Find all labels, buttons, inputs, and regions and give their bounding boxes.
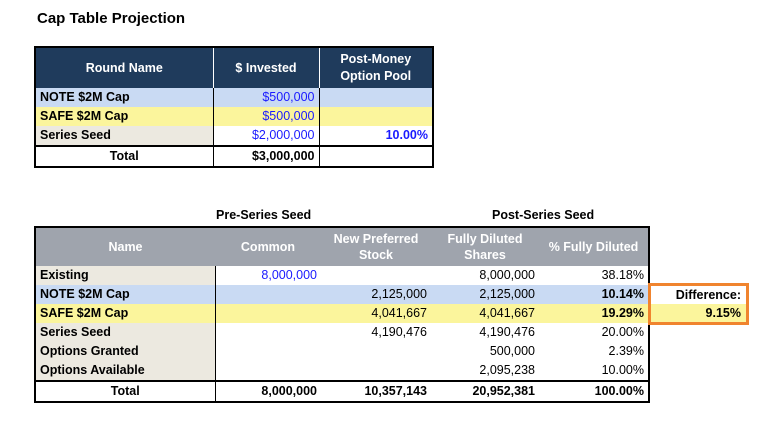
holder-name-cell[interactable]: Options Granted bbox=[35, 342, 215, 361]
total-pct[interactable]: 100.00% bbox=[539, 381, 649, 402]
total-pool-cell[interactable] bbox=[319, 146, 433, 167]
common-cell[interactable]: 8,000,000 bbox=[261, 268, 317, 282]
total-row bbox=[35, 381, 649, 402]
table-row bbox=[35, 342, 649, 361]
pct-cell[interactable]: 38.18% bbox=[601, 268, 644, 282]
cap-table bbox=[34, 226, 650, 403]
total-new-pref[interactable]: 10,357,143 bbox=[321, 381, 431, 402]
new-pref-cell[interactable] bbox=[321, 266, 431, 285]
round-name-cell[interactable]: Series Seed bbox=[35, 126, 213, 146]
holder-name-cell[interactable]: Options Available bbox=[35, 361, 215, 381]
new-pref-cell[interactable]: 4,041,667 bbox=[371, 306, 427, 320]
invested-cell[interactable]: $2,000,000 bbox=[213, 126, 319, 146]
pct-cell[interactable]: 10.00% bbox=[601, 363, 644, 377]
holder-name-cell[interactable]: Series Seed bbox=[35, 323, 215, 342]
difference-callout bbox=[648, 283, 749, 325]
fd-shares-cell[interactable]: 4,190,476 bbox=[479, 325, 535, 339]
header-new-preferred: New Preferred Stock bbox=[321, 227, 431, 266]
fd-shares-cell[interactable]: 8,000,000 bbox=[479, 268, 535, 282]
new-pref-cell[interactable] bbox=[321, 361, 431, 381]
header-name: Name bbox=[35, 227, 215, 266]
holder-name-cell[interactable]: SAFE $2M Cap bbox=[35, 304, 215, 323]
holder-name-cell[interactable]: Existing bbox=[35, 266, 215, 285]
header-pct-fd: % Fully Diluted bbox=[539, 227, 649, 266]
fd-shares-cell[interactable]: 500,000 bbox=[489, 344, 535, 358]
pct-cell[interactable]: 20.00% bbox=[601, 325, 644, 339]
pct-cell[interactable]: 2.39% bbox=[608, 344, 644, 358]
new-pref-cell[interactable]: 4,190,476 bbox=[371, 325, 427, 339]
header-invested: $ Invested bbox=[213, 47, 319, 88]
table-row bbox=[35, 107, 433, 126]
header-option-pool: Post-Money Option Pool bbox=[319, 47, 433, 88]
common-cell[interactable] bbox=[215, 304, 321, 323]
table-row bbox=[35, 88, 433, 107]
common-cell[interactable] bbox=[215, 323, 321, 342]
holder-name-cell[interactable]: NOTE $2M Cap bbox=[35, 285, 215, 304]
common-cell[interactable] bbox=[215, 342, 321, 361]
round-name-cell[interactable]: NOTE $2M Cap bbox=[35, 88, 213, 107]
pct-cell[interactable]: 10.14% bbox=[601, 287, 644, 301]
invested-cell[interactable]: $500,000 bbox=[213, 107, 319, 126]
pct-cell[interactable]: 19.29% bbox=[601, 306, 644, 320]
common-cell[interactable] bbox=[215, 285, 321, 304]
table-row bbox=[35, 323, 649, 342]
invested-cell[interactable]: $500,000 bbox=[213, 88, 319, 107]
total-row bbox=[35, 146, 433, 167]
table-row bbox=[35, 266, 649, 285]
total-fd-shares[interactable]: 20,952,381 bbox=[431, 381, 539, 402]
total-label[interactable]: Total bbox=[35, 381, 215, 402]
common-cell[interactable] bbox=[215, 361, 321, 381]
header-round-name: Round Name bbox=[35, 47, 213, 88]
header-fd-shares: Fully Diluted Shares bbox=[431, 227, 539, 266]
difference-value[interactable]: 9.15% bbox=[651, 304, 746, 322]
rounds-table bbox=[34, 46, 434, 168]
header-common: Common bbox=[215, 227, 321, 266]
fd-shares-cell[interactable]: 2,125,000 bbox=[479, 287, 535, 301]
page-title: Cap Table Projection bbox=[37, 10, 186, 27]
fd-shares-cell[interactable]: 4,041,667 bbox=[479, 306, 535, 320]
total-common[interactable]: 8,000,000 bbox=[215, 381, 321, 402]
table-row bbox=[35, 126, 433, 146]
table-row bbox=[35, 304, 649, 323]
table-row bbox=[35, 361, 649, 381]
pool-cell[interactable] bbox=[319, 88, 433, 107]
total-invested[interactable]: $3,000,000 bbox=[213, 146, 319, 167]
pool-cell[interactable]: 10.00% bbox=[385, 128, 428, 142]
round-name-cell[interactable]: SAFE $2M Cap bbox=[35, 107, 213, 126]
table-row bbox=[35, 285, 649, 304]
pool-cell[interactable] bbox=[319, 107, 433, 126]
new-pref-cell[interactable]: 2,125,000 bbox=[371, 287, 427, 301]
new-pref-cell[interactable] bbox=[321, 342, 431, 361]
total-label[interactable]: Total bbox=[35, 146, 213, 167]
section-label-post: Post-Series Seed bbox=[492, 208, 595, 222]
difference-label[interactable]: Difference: bbox=[675, 288, 741, 302]
fd-shares-cell[interactable]: 2,095,238 bbox=[479, 363, 535, 377]
section-label-pre: Pre-Series Seed bbox=[216, 208, 312, 222]
